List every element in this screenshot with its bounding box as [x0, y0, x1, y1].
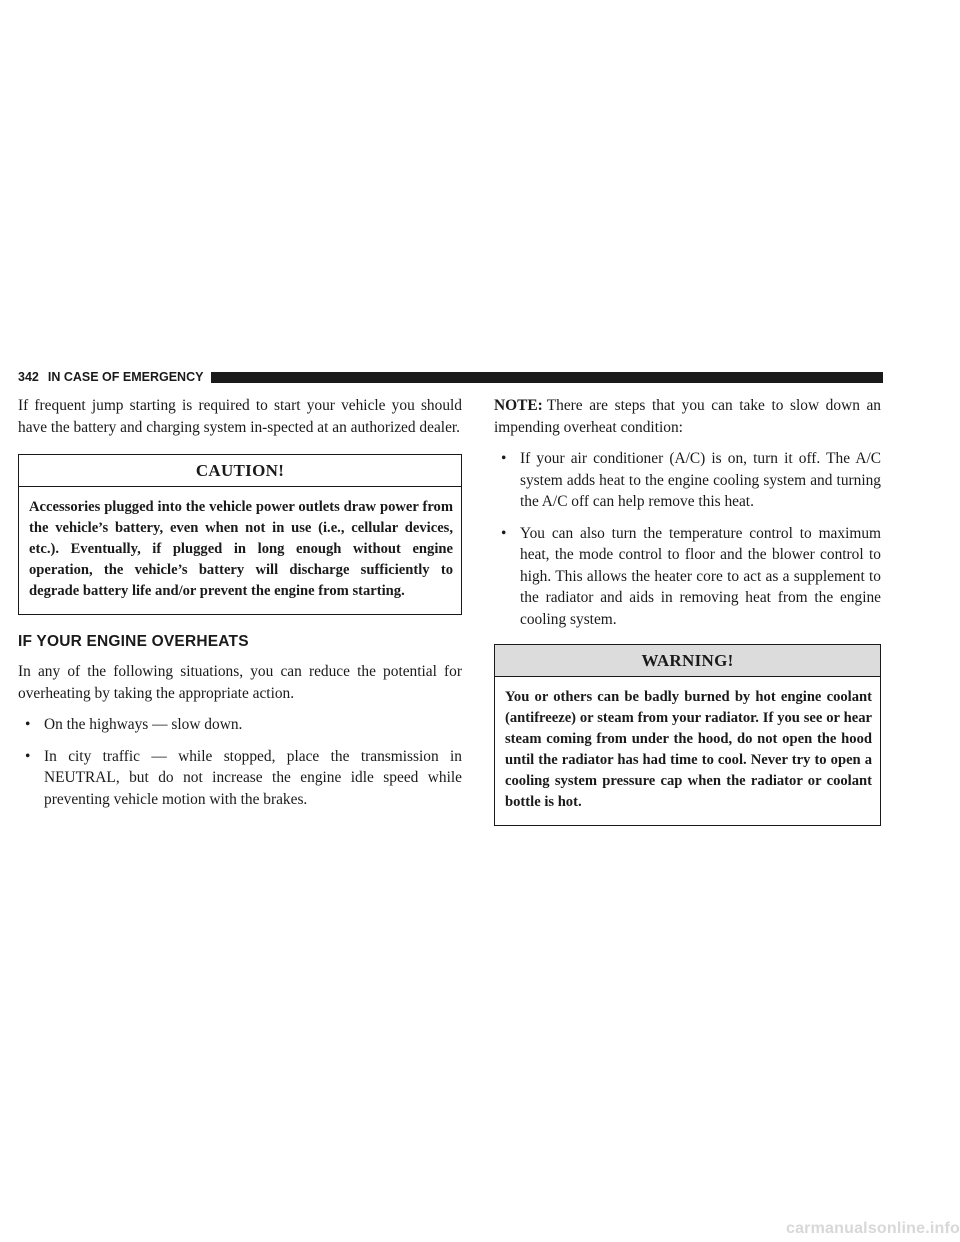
jump-start-paragraph: If frequent jump starting is required to start your vehicle you should have the battery and charging system in-spected at an authorized dealer. [18, 397, 462, 436]
right-column [494, 395, 881, 844]
overheat-steps-list [494, 448, 881, 630]
caution-text: Accessories plugged into the vehicle power outlets draw power from the vehicle’s battery, even when not in use (i.e., cellular devices, etc.). Eventually, if plugged in long enough without engine operation, the vehicle’s battery will discharge sufficiently to degrade battery life and/or prevent the engine from starting. [29, 499, 453, 599]
list-item: • If your air conditioner (A/C) is on, turn it off. The A/C system adds heat to the engine cooling system and turning the A/C off can help remove this heat. [501, 450, 881, 510]
list-item: • You can also turn the temperature control to maximum heat, the mode control to floor and the blower control to high. This allows the heater core to act as a supplement to the radiator and aids in removing heat from the engine cooling system. [501, 524, 881, 628]
note-paragraph [494, 395, 881, 438]
note-label: NOTE: [494, 397, 543, 414]
bullet-icon: • [25, 747, 31, 765]
watermark: carmanualsonline.info [785, 1220, 960, 1237]
bullet-icon: • [25, 716, 31, 733]
note-text: There are steps that you can take to slow down an impending overheat condition: [494, 397, 881, 436]
list-item: • On the highways — slow down. [18, 714, 462, 736]
bullet-icon: • [501, 524, 507, 542]
overheat-heading: IF YOUR ENGINE OVERHEATS [18, 633, 249, 650]
caution-title: CAUTION! [19, 455, 461, 487]
section-title: IN CASE OF EMERGENCY [47, 370, 204, 384]
left-column [18, 395, 462, 820]
caution-box [18, 454, 462, 615]
warning-title: WARNING! [495, 645, 880, 677]
page-header [18, 370, 883, 384]
warning-box [494, 644, 881, 826]
header-rule [211, 372, 883, 383]
bullet-icon: • [501, 450, 507, 467]
warning-text: You or others can be badly burned by hot engine coolant (antifreeze) or steam from your radiator. If you see or hear steam coming from under the hood, do not open the hood until the radiator has had time to cool. Never try to open a cooling system pressure cap when the radiator or coolant bottle is hot. [505, 689, 872, 810]
overheat-paragraph: In any of the following situations, you can reduce the potential for overheating by taking the appropriate action. [18, 663, 462, 702]
overheat-actions-list [18, 714, 462, 810]
page-number: 342 [18, 370, 39, 384]
list-item: • In city traffic — while stopped, place the transmission in NEUTRAL, but do not increase the engine idle speed while preventing vehicle motion with the brakes. [25, 747, 462, 808]
